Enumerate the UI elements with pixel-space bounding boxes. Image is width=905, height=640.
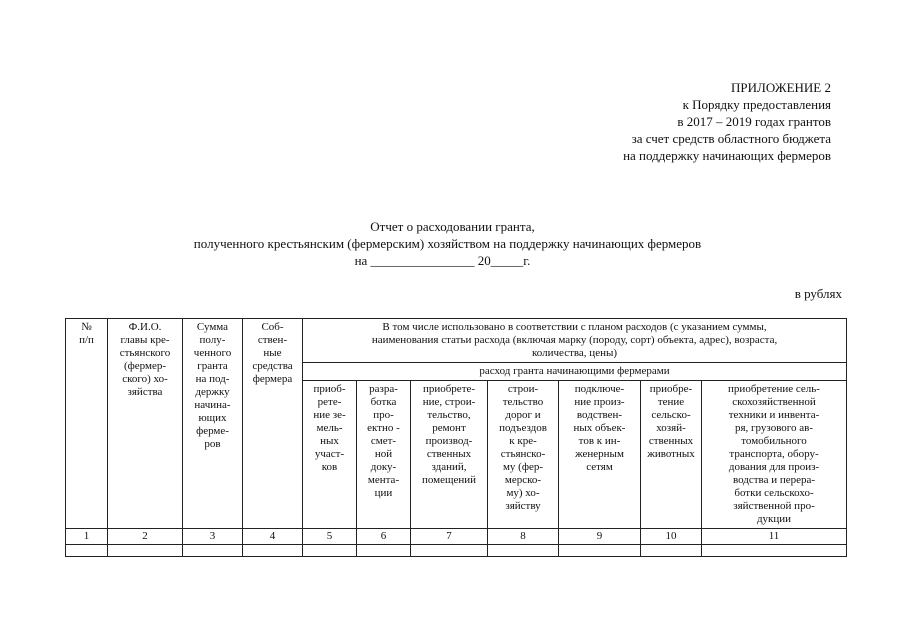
header-col-3: Сумма полу- ченного гранта на под- держку начина- ющих ферме- ров bbox=[183, 319, 243, 529]
empty-cell[interactable] bbox=[183, 545, 243, 557]
column-number: 9 bbox=[559, 529, 641, 545]
column-number: 10 bbox=[641, 529, 702, 545]
empty-cell[interactable] bbox=[641, 545, 702, 557]
header-col-11: приобретение сель- скохозяйственной техники и инвента- ря, грузового ав- томобильного транспорта, обору- дования для произ- водства и перера- ботки сельскохо- зяйственной про- дукции bbox=[702, 381, 847, 529]
column-number: 11 bbox=[702, 529, 847, 545]
empty-cell[interactable] bbox=[303, 545, 357, 557]
appendix-line-1: к Порядку предоставления bbox=[682, 97, 831, 112]
empty-cell[interactable] bbox=[108, 545, 183, 557]
empty-cell[interactable] bbox=[411, 545, 488, 557]
empty-cell[interactable] bbox=[702, 545, 847, 557]
header-col-4: Соб- ствен- ные средства фермера bbox=[243, 319, 303, 529]
appendix-line-2: в 2017 – 2019 годах грантов bbox=[677, 114, 831, 129]
empty-cell[interactable] bbox=[559, 545, 641, 557]
appendix-line-3: за счет средств областного бюджета bbox=[631, 131, 831, 146]
header-col-1: № п/п bbox=[66, 319, 108, 529]
empty-cell[interactable] bbox=[243, 545, 303, 557]
report-date-line: на ________________ 20_____г. bbox=[354, 253, 531, 268]
empty-cell[interactable] bbox=[66, 545, 108, 557]
header-col-7: приобрете- ние, строи- тельство, ремонт производ- ственных зданий, помещений bbox=[411, 381, 488, 529]
appendix-line-4: на поддержку начинающих фермеров bbox=[623, 148, 831, 163]
appendix-title: ПРИЛОЖЕНИЕ 2 bbox=[731, 80, 831, 95]
report-title-line-1: Отчет о расходовании гранта, bbox=[370, 219, 535, 234]
header-col-9: подключе- ние произ- водствен- ных объек- тов к ин- женерным сетям bbox=[559, 381, 641, 529]
column-number: 7 bbox=[411, 529, 488, 545]
expense-table bbox=[65, 318, 847, 557]
empty-data-row bbox=[66, 545, 847, 557]
empty-cell[interactable] bbox=[488, 545, 559, 557]
report-title-line-2: полученного крестьянским (фермерским) хозяйством на поддержку начинающих фермеров bbox=[193, 236, 702, 251]
column-number: 8 bbox=[488, 529, 559, 545]
column-number-row bbox=[66, 529, 847, 545]
header-col-10: приобре- тение сельско- хозяй- ственных животных bbox=[641, 381, 702, 529]
header-group: В том числе использовано в соответствии с планом расходов (с указанием суммы, наименования статьи расхода (включая марку (породу, сорт) объекта, адрес), возраста, количества, цены) bbox=[303, 319, 847, 363]
header-col-5: приоб- рете- ние зе- мель- ных участ- ков bbox=[303, 381, 357, 529]
column-number: 5 bbox=[303, 529, 357, 545]
column-number: 3 bbox=[183, 529, 243, 545]
column-number: 1 bbox=[66, 529, 108, 545]
empty-cell[interactable] bbox=[357, 545, 411, 557]
appendix-block bbox=[623, 79, 831, 164]
header-col-6: разра- ботка про- ектно - смет- ной доку- мента- ции bbox=[357, 381, 411, 529]
header-col-2: Ф.И.О. главы кре- стьянского (фермер- ского) хо- зяйства bbox=[108, 319, 183, 529]
header-row-1 bbox=[66, 319, 847, 363]
report-title bbox=[0, 218, 905, 269]
column-number: 6 bbox=[357, 529, 411, 545]
units-label: в рублях bbox=[794, 286, 842, 301]
header-col-8: строи- тельство дорог и подъездов к кре- стьянско- му (фер- мерско- му) хо- зяйству bbox=[488, 381, 559, 529]
column-number: 2 bbox=[108, 529, 183, 545]
header-subgroup: расход гранта начинающими фермерами bbox=[303, 363, 847, 381]
column-number: 4 bbox=[243, 529, 303, 545]
